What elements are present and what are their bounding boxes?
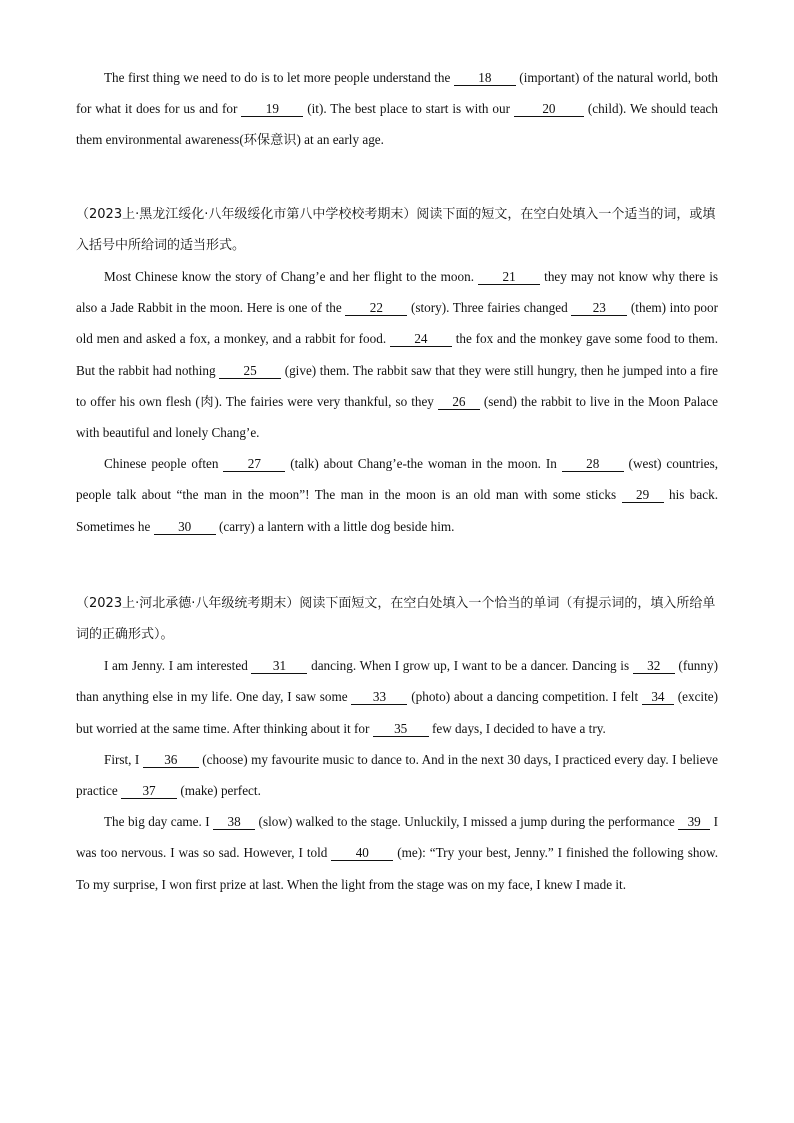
blank-21: 21 bbox=[478, 269, 540, 285]
blank-39: 39 bbox=[678, 814, 710, 830]
text: (funny) than anything else in my life. One day, I saw some bbox=[76, 658, 718, 705]
blank-23: 23 bbox=[571, 300, 627, 316]
text: (them) into poor old men and asked a fox, a monkey, and a rabbit for food. bbox=[76, 300, 718, 347]
blank-34: 34 bbox=[642, 689, 674, 705]
text: (child). We should teach them environmental awareness(环保意识) at an early age. bbox=[76, 101, 718, 148]
passage-paragraph bbox=[76, 744, 718, 806]
blank-30: 30 bbox=[154, 519, 216, 535]
blank-38: 38 bbox=[213, 814, 255, 830]
blank-19: 19 bbox=[241, 101, 303, 117]
blank-37: 37 bbox=[121, 783, 177, 799]
text: (slow) walked to the stage. Unluckily, I missed a jump during the performance bbox=[255, 814, 679, 830]
passage-paragraph bbox=[76, 806, 718, 900]
blank-35: 35 bbox=[373, 721, 429, 737]
text: (excite) but worried at the same time. After thinking about it for bbox=[76, 689, 718, 736]
passage-paragraph bbox=[76, 261, 718, 448]
document-page bbox=[76, 62, 718, 900]
exercise-header: （2023上·河北承德·八年级统考期末）阅读下面短文，在空白处填入一个恰当的单词（有提示词的，填入所给单词的正确形式）。 bbox=[76, 595, 716, 643]
blank-27: 27 bbox=[223, 456, 285, 472]
blank-26: 26 bbox=[438, 394, 480, 410]
blank-31: 31 bbox=[251, 658, 307, 674]
text: dancing. When I grow up, I want to be a dancer. Dancing is bbox=[307, 658, 633, 674]
text: The first thing we need to do is to let more people understand the bbox=[104, 70, 454, 85]
text: (give) them. The rabbit saw that they were still hungry, then he jumped into a fire to offer his own flesh (肉). The fairies were very thankful, so they bbox=[76, 362, 718, 409]
passage-paragraph bbox=[76, 62, 718, 156]
text: they may not know why there is also a Jade Rabbit in the moon. Here is one of the bbox=[76, 269, 718, 316]
text: First, I bbox=[104, 751, 143, 767]
text: (story). Three fairies changed bbox=[407, 300, 572, 316]
text: the fox and the monkey gave some food to them. But the rabbit had nothing bbox=[76, 331, 718, 378]
blank-33: 33 bbox=[351, 689, 407, 705]
text: (carry) a lantern with a little dog beside him. bbox=[215, 518, 455, 534]
text: (important) of the natural world, both for what it does for us and for bbox=[76, 70, 718, 117]
text: (choose) my favourite music to dance to. And in the next 30 days, I practiced every day. I believe practice bbox=[76, 751, 719, 799]
blank-32: 32 bbox=[633, 658, 675, 674]
exercise-header: （2023上·黑龙江绥化·八年级绥化市第八中学校校考期末）阅读下面的短文，在空白处填入一个适当的词，或填入括号中所给词的适当形式。 bbox=[76, 206, 716, 253]
blank-18: 18 bbox=[454, 70, 516, 86]
passage-paragraph bbox=[76, 448, 718, 542]
text: (send) the rabbit to live in the Moon Palace with beautiful and lonely Chang’e. bbox=[76, 393, 718, 441]
text: (talk) about Chang’e-the woman in the moon. In bbox=[285, 456, 562, 472]
text: (make) perfect. bbox=[177, 783, 261, 799]
text: his back. Sometimes he bbox=[76, 487, 718, 534]
text: (photo) about a dancing competition. I felt bbox=[407, 689, 642, 705]
text: The big day came. I bbox=[104, 814, 214, 830]
blank-36: 36 bbox=[143, 752, 199, 768]
text: (west) countries, people talk about “the man in the moon”! The man in the moon is an old man with some sticks bbox=[76, 456, 719, 503]
blank-29: 29 bbox=[622, 487, 664, 503]
text: (it). The best place to start is with our bbox=[303, 101, 514, 117]
blank-25: 25 bbox=[219, 363, 281, 379]
text: I was too nervous. I was so sad. However, I told bbox=[76, 814, 718, 861]
blank-28: 28 bbox=[562, 456, 624, 472]
text: (me): “Try your best, Jenny.” I finished the following show. To my surprise, I won first prize at last. When the light from the stage was on my face, I knew I made it. bbox=[76, 845, 718, 892]
text: Chinese people often bbox=[104, 456, 224, 472]
text: Most Chinese know the story of Chang’e and her flight to the moon. bbox=[104, 269, 479, 285]
blank-40: 40 bbox=[331, 845, 393, 861]
text: few days, I decided to have a try. bbox=[428, 720, 606, 736]
blank-22: 22 bbox=[345, 300, 407, 316]
blank-24: 24 bbox=[390, 331, 452, 347]
passage-paragraph bbox=[76, 650, 718, 744]
blank-20: 20 bbox=[514, 101, 584, 117]
text: I am Jenny. I am interested bbox=[104, 658, 252, 674]
